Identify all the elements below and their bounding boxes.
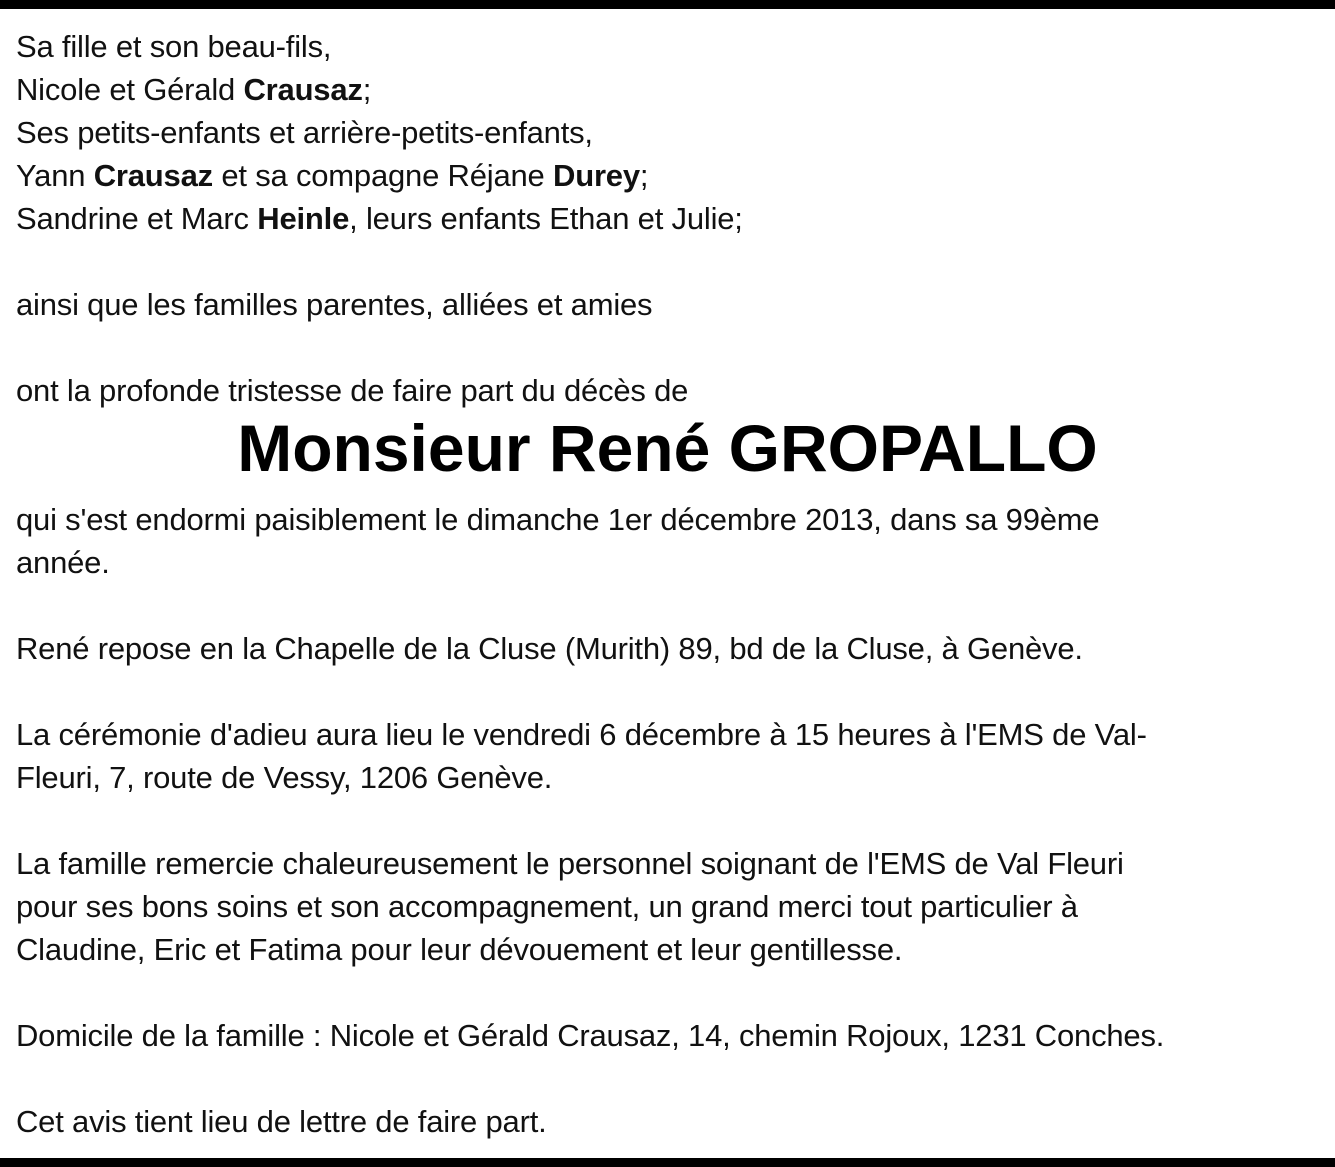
thanks-line-1: La famille remercie chaleureusement le personnel soignant de l'EMS de Val Fleuri	[16, 846, 1124, 881]
ceremony-line-1: La cérémonie d'adieu aura lieu le vendredi 6 décembre à 15 heures à l'EMS de Val-	[16, 717, 1147, 752]
family-yann-line: Yann Crausaz et sa compagne Réjane Durey;	[16, 158, 649, 193]
grandchildren-intro-line: Ses petits-enfants et arrière-petits-enfants,	[16, 115, 593, 150]
death-notice-line-2: année.	[16, 545, 110, 580]
family-sandrine-line: Sandrine et Marc Heinle, leurs enfants Ethan et Julie;	[16, 201, 743, 236]
deceased-name-heading: Monsieur René GROPALLO	[237, 411, 1098, 485]
surname-crausaz: Crausaz	[243, 72, 363, 107]
family-intro-line: Sa fille et son beau-fils,	[16, 29, 332, 64]
bottom-border-rule	[0, 1158, 1335, 1167]
surname-durey: Durey	[553, 158, 640, 193]
top-border-rule	[0, 0, 1335, 9]
announcement-intro: ont la profonde tristesse de faire part du décès de	[16, 373, 689, 408]
death-notice-line-1: qui s'est endormi paisiblement le dimanche 1er décembre 2013, dans sa 99ème	[16, 502, 1100, 537]
thanks-line-3: Claudine, Eric et Fatima pour leur dévouement et leur gentillesse.	[16, 932, 903, 967]
rest-location-line: René repose en la Chapelle de la Cluse (Murith) 89, bd de la Cluse, à Genève.	[16, 631, 1083, 666]
thanks-line-2: pour ses bons soins et son accompagnement, un grand merci tout particulier à	[16, 889, 1078, 924]
relatives-line: ainsi que les familles parentes, alliées et amies	[16, 287, 653, 322]
surname-heinle: Heinle	[257, 201, 350, 236]
closing-line: Cet avis tient lieu de lettre de faire part.	[16, 1104, 547, 1139]
surname-crausaz: Crausaz	[93, 158, 213, 193]
family-nicole-gerald-line: Nicole et Gérald Crausaz;	[16, 72, 372, 107]
obituary-text	[16, 25, 1321, 1143]
domicile-line: Domicile de la famille : Nicole et Gérald Crausaz, 14, chemin Rojoux, 1231 Conches.	[16, 1018, 1165, 1053]
ceremony-line-2: Fleuri, 7, route de Vessy, 1206 Genève.	[16, 760, 553, 795]
